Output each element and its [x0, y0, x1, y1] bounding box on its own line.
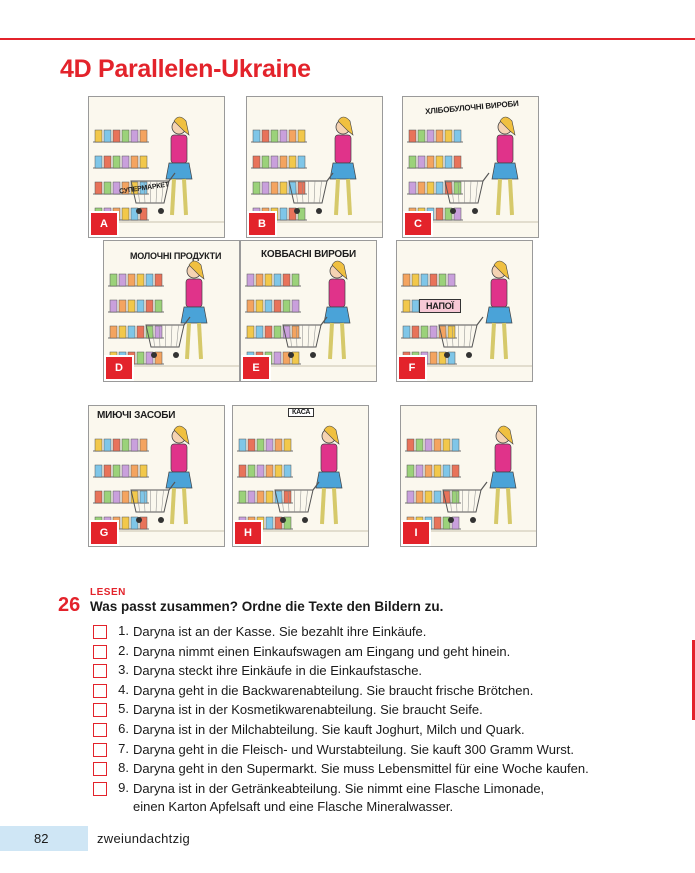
panel-sign: ХЛІБОБУЛОЧНІ ВИРОБИ [424, 98, 519, 117]
task-number: 2. [118, 642, 129, 658]
picture-panel-c [402, 96, 539, 238]
panel-sign: МОЛОЧНІ ПРОДУКТИ [130, 251, 222, 261]
answer-checkbox[interactable] [93, 743, 107, 757]
page-title: 4D Parallelen-Ukraine [60, 55, 311, 83]
picture-panel-a [88, 96, 225, 238]
task-number: 4. [118, 681, 129, 697]
answer-checkbox[interactable] [93, 723, 107, 737]
section-label: LESEN [90, 587, 126, 598]
answer-checkbox[interactable] [93, 684, 107, 698]
task-number: 1. [118, 623, 129, 638]
panel-sign: МИЮЧІ ЗАСОБИ [97, 410, 176, 421]
page-number: 82 [34, 831, 49, 846]
task-item [93, 701, 673, 721]
panel-sign: КОВБАСНІ ВИРОБИ [261, 249, 356, 260]
panel-sign: СУПЕРМАРКЕТ [118, 181, 170, 196]
answer-checkbox[interactable] [93, 645, 107, 659]
picture-panel-h [232, 405, 369, 547]
panel-letter: H [233, 520, 263, 546]
task-text: Daryna geht in die Fleisch- und Wurstabteilung. Sie kauft 300 Gramm Wurst. [133, 741, 574, 757]
panel-letter: G [89, 520, 119, 546]
header-rule [0, 38, 695, 40]
answer-checkbox[interactable] [93, 664, 107, 678]
task-number: 9. [118, 779, 129, 795]
answer-checkbox[interactable] [93, 762, 107, 776]
task-item [93, 682, 673, 702]
task-item [93, 623, 673, 643]
task-item [93, 780, 673, 816]
panel-letter: F [397, 355, 427, 381]
task-number: 6. [118, 720, 129, 736]
panel-letter: D [104, 355, 134, 381]
task-text: Daryna geht in die Backwarenabteilung. Sie braucht frische Brötchen. [133, 682, 534, 698]
picture-panel-e [240, 240, 377, 382]
task-text: Daryna nimmt einen Einkaufswagen am Eingang und geht hinein. [133, 643, 511, 659]
exercise-instruction: Was passt zusammen? Ordne die Texte den Bildern zu. [90, 599, 444, 614]
task-text: Daryna steckt ihre Einkäufe in die Einkaufstasche. [133, 663, 423, 679]
panel-letter: C [403, 211, 433, 237]
picture-panel-i [400, 405, 537, 547]
picture-panel-f [396, 240, 533, 382]
task-text: Daryna geht in den Supermarkt. Sie muss Lebensmittel für eine Woche kaufen. [133, 761, 589, 777]
task-number: 5. [118, 701, 129, 717]
task-item [93, 721, 673, 741]
task-text: Daryna ist an der Kasse. Sie bezahlt ihre Einkäufe. [133, 624, 427, 639]
picture-panel-b [246, 96, 383, 238]
task-number: 3. [118, 662, 129, 678]
task-text: Daryna ist in der Getränkeabteilung. Sie nimmt eine Flasche Limonade, einen Karton Apfelsaft und eine Flasche Mineralwasser. [133, 780, 545, 814]
panel-sign: НАПОЇ [419, 299, 461, 313]
task-item [93, 662, 673, 682]
page-number-word: zweiundachtzig [97, 831, 191, 846]
task-item [93, 643, 673, 663]
task-text: Daryna ist in der Milchabteilung. Sie kauft Joghurt, Milch und Quark. [133, 721, 525, 737]
panel-sign: КАСА [288, 408, 314, 417]
answer-checkbox[interactable] [93, 782, 107, 796]
answer-checkbox[interactable] [93, 625, 107, 639]
panel-letter: B [247, 211, 277, 237]
panel-letter: I [401, 520, 431, 546]
task-list [93, 623, 673, 816]
answer-checkbox[interactable] [93, 703, 107, 717]
exercise-number: 26 [58, 594, 81, 616]
task-number: 8. [118, 760, 129, 776]
picture-panel-g [88, 405, 225, 547]
task-number: 7. [118, 740, 129, 756]
panel-letter: E [241, 355, 271, 381]
task-item [93, 741, 673, 761]
task-item [93, 760, 673, 780]
panel-letter: A [89, 211, 119, 237]
task-text: Daryna ist in der Kosmetikwarenabteilung. Sie braucht Seife. [133, 702, 483, 718]
picture-panel-d [103, 240, 240, 382]
